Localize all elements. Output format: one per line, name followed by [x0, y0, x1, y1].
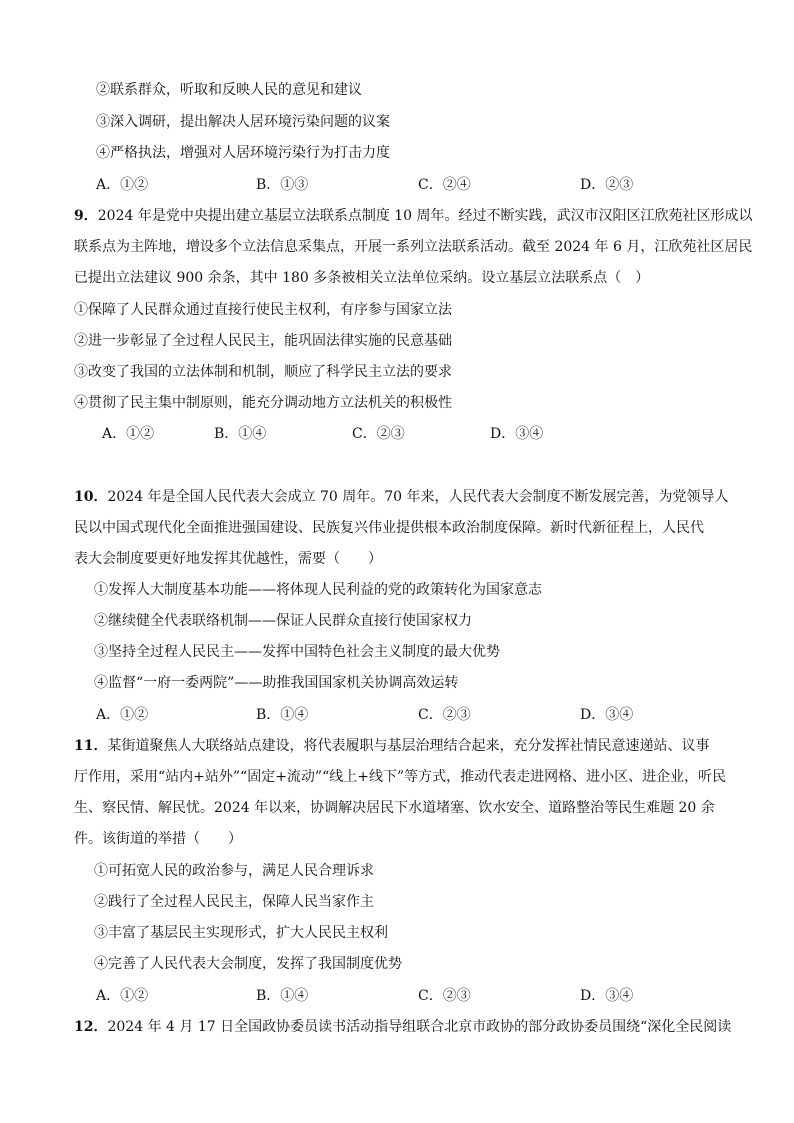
q11-stem-line-4: 件。该街道的举措（ ） — [74, 831, 242, 847]
q10-stem-line-2: 民以中国式现代化全面推进强国建设、民族复兴伟业提供根本政治制度保障。新时代新征程上，人民代 — [74, 520, 704, 536]
q11-option-d: D．③④ — [580, 988, 634, 1004]
q10-item-4: ④监督“一府一委两院”——助推我国国家机关协调高效运转 — [94, 675, 459, 691]
q11-item-4: ④完善了人民代表大会制度，发挥了我国制度优势 — [94, 956, 402, 972]
q10-options — [96, 705, 696, 725]
q8-option-b: B．①③ — [256, 177, 309, 193]
q11-option-b: B．①④ — [256, 988, 309, 1004]
q8-options — [96, 175, 696, 195]
q11-item-3: ③丰富了基层民主实现形式，扩大人民民主权利 — [94, 925, 388, 941]
q9-item-3: ③改变了我国的立法体制和机制，顺应了科学民主立法的要求 — [74, 364, 452, 380]
q9-option-b: B．①④ — [214, 426, 267, 442]
q9-stem-line-2: 联系点为主阵地，增设多个立法信息采集点，开展一系列立法联系活动。截至 2024 年 6 月，江欣苑社区居民 — [74, 239, 753, 255]
q8-item-2: ②联系群众，听取和反映人民的意见和建议 — [96, 82, 362, 98]
q8-item-4: ④严格执法，增强对人居环境污染行为打击力度 — [96, 145, 390, 161]
q11-options — [96, 986, 696, 1006]
q8-option-a: A．①② — [96, 177, 149, 193]
q10-option-a: A．①② — [96, 707, 149, 723]
q11-option-a: A．①② — [96, 988, 149, 1004]
q10-option-d: D．③④ — [580, 707, 634, 723]
q12-number: 12． — [74, 1019, 108, 1035]
q8-option-d: D．②③ — [580, 177, 634, 193]
q8-item-3: ③深入调研，提出解决人居环境污染问题的议案 — [96, 114, 390, 130]
q9-option-a: A．①② — [102, 426, 155, 442]
q9-number: 9． — [74, 208, 98, 224]
q9-option-d: D．③④ — [490, 426, 544, 442]
q10-stem-line-3: 表大会制度要更好地发挥其优越性，需要（ ） — [74, 551, 382, 567]
q9-item-1: ①保障了人民群众通过直接行使民主权利，有序参与国家立法 — [74, 302, 452, 318]
q10-item-1: ①发挥人大制度基本功能——将体现人民利益的党的政策转化为国家意志 — [94, 582, 542, 598]
q11-stem-line-3: 生、察民情、解民忧。2024 年以来，协调解决居民下水道堵塞、饮水安全、道路整治等民生难题 20 余 — [74, 800, 715, 816]
q9-option-c: C．②③ — [352, 426, 405, 442]
q10-item-2: ②继续健全代表联络机制——保证人民群众直接行使国家权力 — [94, 613, 472, 629]
q11-stem-line-2: 厅作用，采用“站内+站外”“固定+流动”“线上+线下”等方式，推动代表走进网格、进小区、进企业，听民 — [74, 769, 727, 785]
q9-item-2: ②进一步彰显了全过程人民民主，能巩固法律实施的民意基础 — [74, 333, 452, 349]
q8-option-c: C．②④ — [418, 177, 471, 193]
q9-item-4: ④贯彻了民主集中制原则，能充分调动地方立法机关的积极性 — [74, 395, 452, 411]
q10-number: 10． — [74, 489, 108, 505]
q10-option-b: B．①④ — [256, 707, 309, 723]
q10-option-c: C．②③ — [418, 707, 471, 723]
q11-number: 11． — [74, 738, 108, 754]
q10-stem-line-1: 10．2024 年是全国人民代表大会成立 70 周年。70 年来，人民代表大会制度不断发展完善，为党领导人 — [74, 489, 729, 505]
q11-option-c: C．②③ — [418, 988, 471, 1004]
q11-item-2: ②践行了全过程人民民主，保障人民当家作主 — [94, 894, 374, 910]
q12-stem-line-1: 12．2024 年 4 月 17 日全国政协委员读书活动指导组联合北京市政协的部分政协委员围绕“深化全民阅读 — [74, 1019, 732, 1035]
q10-item-3: ③坚持全过程人民民主——发挥中国特色社会主义制度的最大优势 — [94, 644, 500, 660]
q11-stem-line-1: 11．某街道聚焦人大联络站点建设，将代表履职与基层治理结合起来，充分发挥社情民意速递站、议事 — [74, 738, 710, 754]
q9-stem-line-3: 已提出立法建议 900 余条，其中 180 多条被相关立法单位采纳。设立基层立法联系点（ ） — [74, 270, 650, 286]
q9-stem-line-1: 9．2024 年是党中央提出建立基层立法联系点制度 10 周年。经过不断实践，武汉市汉阳区江欣苑社区形成以 — [74, 208, 753, 224]
q11-item-1: ①可拓宽人民的政治参与，满足人民合理诉求 — [94, 863, 374, 879]
q9-options — [102, 424, 602, 444]
